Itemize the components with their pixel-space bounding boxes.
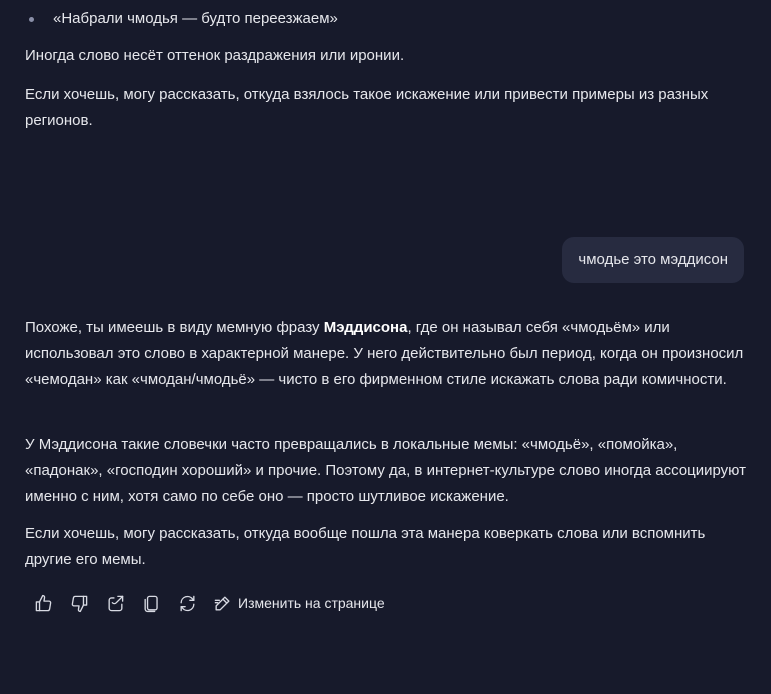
dislike-button[interactable] [67,591,91,615]
reply-text: Похоже, ты имеешь в виду мемную фразу [25,319,324,336]
like-button[interactable] [31,591,55,615]
assistant-paragraph [25,315,749,393]
regenerate-icon [178,594,197,613]
list-item [25,6,338,32]
copy-icon [142,594,161,613]
reply-text: , где он называл себя «чмодьём» или использовал это слово в характерной манере. У него действительно был период, когда он произносил «чемодан» как «чмодан/чмодьё» — чисто в его фирменном стиле искажать слова ради комичности. [25,319,744,388]
list-item-text: «Набрали чмодья — будто переезжаем» [53,10,338,27]
assistant-paragraph: Иногда слово несёт оттенок раздражения или иронии. [25,47,405,64]
user-message-text: чмодье это мэддисон [578,251,728,268]
reply-bold-name: Мэддисона [323,319,408,336]
assistant-paragraph: Если хочешь, могу рассказать, откуда вообще пошла эта манера коверкать слова или вспомнить другие его мемы. [25,525,706,568]
thumbs-down-icon [70,594,89,613]
bullet-dot [29,17,34,22]
edit-icon [213,594,232,613]
copy-button[interactable] [139,591,163,615]
regenerate-button[interactable] [175,591,199,615]
thumbs-up-icon [34,594,53,613]
edit-on-page-label: Изменить на странице [238,595,385,611]
assistant-paragraph: Если хочешь, могу рассказать, откуда взялось такое искажение или привести примеры из разных регионов. [25,86,709,129]
assistant-paragraph: У Мэддисона такие словечки часто превращались в локальные мемы: «чмодьё», «помойка», «падонак», «господин хороший» и прочие. Поэтому да, в интернет-культуре слово иногда ассоциируют именно с ним, хотя само по себе оно — просто шутливое искажение. [25,436,746,505]
share-button[interactable] [103,591,127,615]
edit-on-page-button[interactable] [213,590,385,616]
share-icon [106,594,125,613]
message-actions [31,590,385,616]
user-message-bubble [562,237,744,283]
